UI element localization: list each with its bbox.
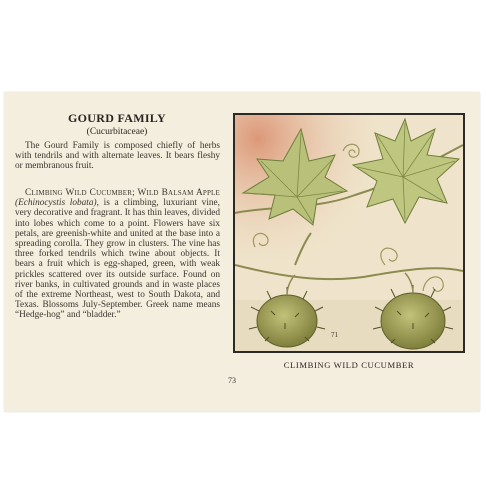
botanical-illustration (233, 113, 465, 353)
family-latin-name: (Cucurbitaceae) (86, 127, 148, 137)
species-description: , is a climbing, luxuriant vine, very decorative and fragrant. It has thin leaves, divided into lobes which come to a point. Flowers have six petals, are greenish-white and united at the base into a spreading corolla. They grow in clusters. The vine has three forked tendrils which twine about objects. It bears a fruit which is egg-shaped, green, with weak prickles scattered over its outside surface. Found on river banks, in cultivated grounds and in waste places of the extreme Northeast, west to South Dakota, and Texas. Blossoms July-September. Greek name means “Hedge-hog” and “bladder.” (15, 198, 221, 321)
common-name-1: Climbing Wild Cucumber (25, 188, 133, 198)
species-paragraph (15, 188, 220, 321)
page-title: GOURD FAMILY (68, 111, 166, 125)
scientific-name: (Echinocystis lobata) (15, 198, 97, 209)
common-name-2: Wild Balsam Apple (137, 188, 220, 198)
intro-paragraph: The Gourd Family is composed chiefly of herbs with tendrils and with alternate leaves. It bears fleshy or membranous fruit. (15, 141, 220, 172)
name-separator: ; (132, 188, 138, 198)
plate-number: 71 (331, 331, 338, 339)
page-number: 73 (228, 376, 236, 385)
plate-caption: CLIMBING WILD CUCUMBER (283, 360, 415, 370)
